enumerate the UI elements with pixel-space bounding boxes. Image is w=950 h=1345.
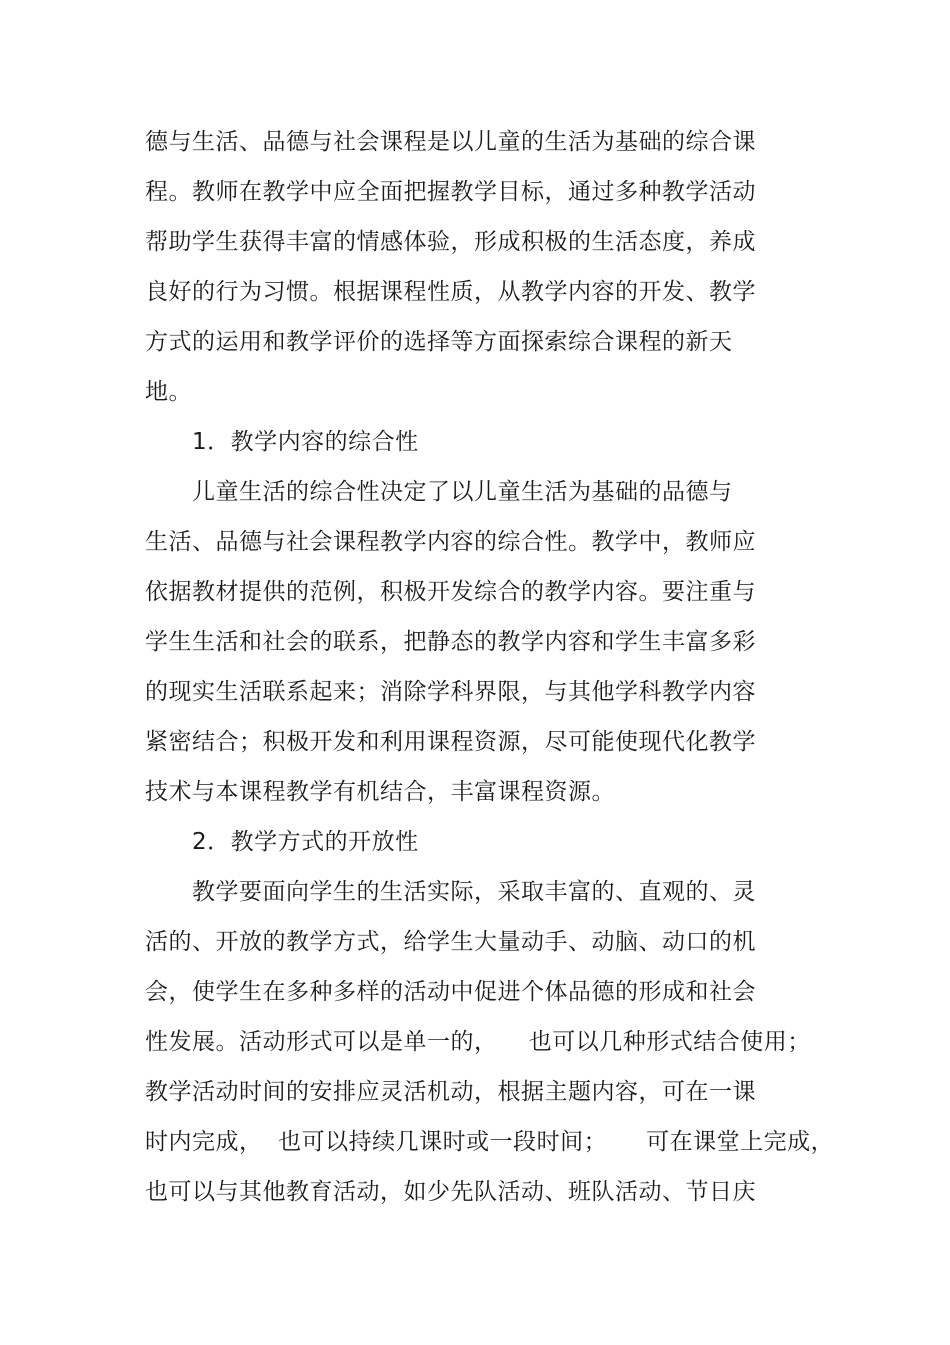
paragraph-line: 学生生活和社会的联系，把静态的教学内容和学生丰富多彩 <box>145 629 756 655</box>
paragraph-line: 生活、品德与社会课程教学内容的综合性。教学中，教师应 <box>145 529 756 555</box>
paragraph-line: 紧密结合；积极开发和利用课程资源，尽可能使现代化教学 <box>145 729 756 755</box>
paragraph-line: 时内完成， 也可以持续几课时或一段时间； 可在课堂上完成， <box>145 1129 835 1155</box>
paragraph-line: 地。 <box>145 379 192 405</box>
paragraph-line: 帮助学生获得丰富的情感体验，形成积极的生活态度，养成 <box>145 229 756 255</box>
paragraph-line: 活的、开放的教学方式，给学生大量动手、动脑、动口的机 <box>145 929 756 955</box>
paragraph-line: 德与生活、品德与社会课程是以儿童的生活为基础的综合课 <box>145 129 756 155</box>
paragraph-line: 性发展。活动形式可以是单一的， 也可以几种形式结合使用； <box>145 1029 811 1055</box>
paragraph-line: 方式的运用和教学评价的选择等方面探索综合课程的新天 <box>145 329 733 355</box>
paragraph-line: 儿童生活的综合性决定了以儿童生活为基础的品德与 <box>192 479 733 505</box>
paragraph-line: 良好的行为习惯。根据课程性质，从教学内容的开发、教学 <box>145 279 756 305</box>
paragraph-line: 程。教师在教学中应全面把握教学目标，通过多种教学活动 <box>145 179 756 205</box>
paragraph-line: 技术与本课程教学有机结合，丰富课程资源。 <box>145 779 615 805</box>
paragraph-line: 教学要面向学生的生活实际，采取丰富的、直观的、灵 <box>192 879 756 905</box>
section-heading: 1．教学内容的综合性 <box>192 429 419 455</box>
paragraph-line: 会，使学生在多种多样的活动中促进个体品德的形成和社会 <box>145 979 756 1005</box>
paragraph-line: 教学活动时间的安排应灵活机动，根据主题内容，可在一课 <box>145 1079 756 1105</box>
paragraph-line: 依据教材提供的范例，积极开发综合的教学内容。要注重与 <box>145 579 756 605</box>
paragraph-line: 也可以与其他教育活动，如少先队活动、班队活动、节日庆 <box>145 1179 756 1205</box>
section-heading: 2．教学方式的开放性 <box>192 829 419 855</box>
paragraph-line: 的现实生活联系起来；消除学科界限，与其他学科教学内容 <box>145 679 756 705</box>
